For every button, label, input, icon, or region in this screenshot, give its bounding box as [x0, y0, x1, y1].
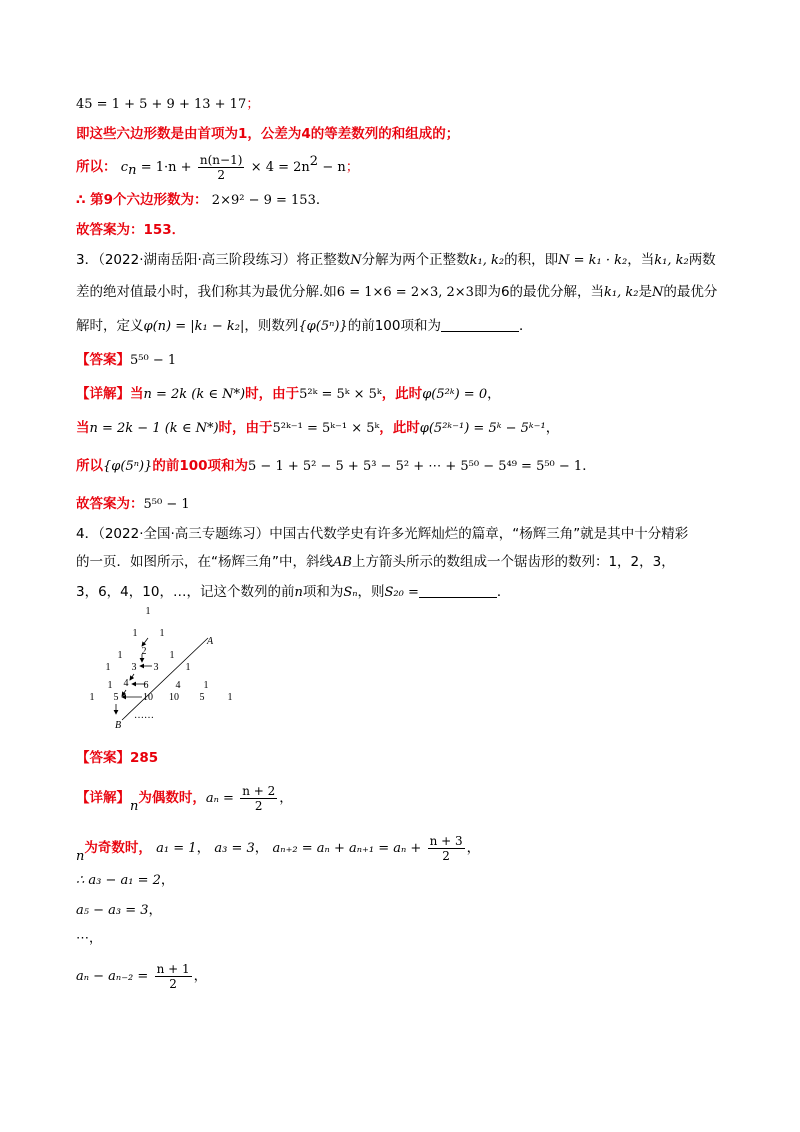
tri-r1-0: 1	[145, 606, 151, 617]
text: 当	[76, 420, 90, 436]
tri-line-AB	[122, 638, 208, 720]
punctuation: ，	[545, 420, 560, 436]
text: 时，由于	[218, 420, 273, 436]
math: 5²ᵏ = 5ᵏ × 5ᵏ	[299, 387, 382, 402]
formula-prefix: 所以：	[76, 159, 117, 175]
math: ∴ a₃ − a₁ = 2	[76, 873, 161, 888]
answer-math: 5⁵⁰ − 1	[130, 353, 177, 368]
text: 的前100项和为	[152, 458, 249, 474]
math-eq: N = k₁ · k₂	[558, 253, 628, 268]
math-phi-def: φ(n) = |k₁ − k₂|	[143, 319, 245, 334]
text: ，当	[627, 252, 655, 268]
math: aₙ =	[205, 791, 234, 806]
punctuation: ，	[466, 840, 481, 856]
detail-label: 【详解】	[76, 386, 130, 402]
tri-label-B: B	[114, 720, 122, 731]
text: 两数	[688, 252, 716, 268]
q4-detail-4	[76, 900, 162, 921]
math-k: k₁, k₂	[604, 285, 639, 300]
final-label: 故答案为：	[76, 496, 144, 512]
math-sup: 2	[309, 154, 319, 169]
answer-label: 【答案】	[76, 750, 130, 766]
answer-blank[interactable]	[441, 319, 519, 332]
tri-r6-1: 5	[113, 692, 119, 703]
punctuation: ，	[196, 840, 211, 856]
text: ，则数列	[244, 318, 299, 334]
tri-label-A: A	[206, 636, 214, 647]
fraction-denominator: 2	[254, 799, 263, 813]
math-n: n	[294, 585, 303, 600]
punctuation: ，	[279, 790, 293, 806]
math: a₅ − a₃ = 3	[76, 903, 149, 918]
math: n = 2k − 1 (k ∈ N*)	[89, 421, 219, 436]
math-rhs: × 4 = 2n	[250, 160, 310, 175]
fraction	[428, 834, 465, 863]
q3-detail-3	[76, 456, 596, 477]
punctuation: ；	[246, 96, 260, 112]
fraction-numerator: n + 3	[429, 834, 463, 848]
tri-r3-1: 2	[141, 646, 147, 657]
tri-r5-0: 1	[107, 680, 113, 691]
tri-arrow	[130, 674, 134, 680]
tri-r4-3: 1	[185, 662, 191, 673]
math-S: Sₙ	[343, 585, 358, 600]
math-n: n	[76, 849, 85, 864]
text: 差的绝对值最小时，我们称其为最优分解.如	[76, 284, 337, 300]
text: 解时，定义	[76, 318, 144, 334]
text: 时，由于	[245, 386, 300, 402]
text: ，此时	[379, 420, 420, 436]
q3-line3	[76, 316, 532, 337]
math: ⋯，	[76, 931, 103, 946]
text: 当	[130, 386, 144, 402]
tri-arrow	[142, 638, 148, 646]
text: ，则	[357, 584, 385, 600]
math-k: k₁, k₂	[469, 253, 505, 268]
sec1-final-answer: 故答案为：153．	[76, 222, 186, 238]
math: aₙ₊₂ = aₙ + aₙ₊₁ = aₙ +	[272, 841, 422, 856]
punctuation: ．	[582, 458, 596, 474]
punctuation: ，	[160, 872, 175, 888]
tri-r6-4: 5	[199, 692, 205, 703]
text: 上方箭头所示的数组成一个锯齿形的数列：1，2，3，	[351, 554, 675, 570]
text: 的积，即	[504, 252, 559, 268]
text: 即为6的最优分解，当	[473, 284, 605, 300]
fraction-numerator: n(n−1)	[199, 153, 243, 167]
math-c: c	[120, 160, 129, 175]
text: ，此时	[381, 386, 423, 402]
q4-detail-1	[76, 784, 293, 817]
yanghui-triangle-figure	[82, 602, 242, 732]
q3-detail-1	[76, 384, 501, 405]
text: 分解为两个正整数	[361, 252, 470, 268]
punctuation: ，	[148, 902, 163, 918]
math-end: − n	[322, 160, 346, 175]
text: 项和为	[302, 584, 344, 600]
tri-r2-0: 1	[132, 628, 138, 639]
tri-r6-0: 1	[89, 692, 95, 703]
tri-r2-1: 1	[159, 628, 165, 639]
final-math: 5⁵⁰ − 1	[143, 497, 190, 512]
q3-line1	[76, 250, 716, 271]
question-number: 3．	[76, 252, 99, 268]
q4-detail-5	[76, 928, 102, 949]
hexagon-explanation: 即这些六边形数是由首项为1，公差为4的等差数列的和组成的；	[76, 126, 460, 142]
text: 为奇数时，	[84, 840, 152, 856]
math-k: k₁, k₂	[654, 253, 689, 268]
q4-answer	[76, 748, 158, 768]
fraction-denominator: 2	[217, 168, 225, 182]
punctuation: ．	[315, 192, 330, 208]
q4-detail-2	[76, 834, 480, 867]
fraction-numerator: n + 1	[156, 962, 190, 976]
math: n = 2k (k ∈ N*)	[143, 387, 246, 402]
tri-r5-2: 6	[143, 680, 149, 691]
punctuation: ．	[496, 584, 511, 600]
math-mid: = 1·n +	[140, 160, 192, 175]
answer-label: 【答案】	[76, 352, 130, 368]
text: 3，6，4，10，…，记这个数列的前	[76, 584, 295, 600]
math-N: N	[350, 253, 362, 268]
tri-r6-5: 1	[227, 692, 233, 703]
math-n: n	[130, 799, 139, 814]
q3-final	[76, 494, 190, 515]
text: 的一页．如图所示，在“杨辉三角”中，斜线	[76, 554, 333, 570]
tri-r3-2: 1	[169, 650, 175, 661]
text: 为偶数时，	[138, 790, 206, 806]
text: （2022·全国·高三专题练习）中国古代数学史有许多光辉灿烂的篇章，“杨辉三角”就是其中十分精彩	[98, 526, 689, 542]
ninth-prefix: ∴ 第9个六边形数为：	[76, 192, 208, 208]
q3-detail-2	[76, 418, 559, 439]
punctuation: ，	[487, 386, 501, 402]
math-eq: 6 = 1×6 = 2×3, 2×3	[336, 285, 474, 300]
tri-r4-0: 1	[105, 662, 111, 673]
text: 的前100项和为	[347, 318, 441, 334]
fraction	[155, 962, 192, 991]
math: {φ(5ⁿ)}	[103, 459, 153, 474]
tri-dots: ……	[134, 710, 154, 721]
math: aₙ − aₙ₋₂ =	[76, 969, 149, 984]
question-number: 4．	[76, 526, 99, 542]
q4-detail-3	[76, 870, 174, 891]
math: φ(5²ᵏ⁻¹) = 5ᵏ − 5ᵏ⁻¹	[419, 421, 546, 436]
math: a₃ = 3	[214, 841, 255, 856]
q3-line2	[76, 282, 717, 303]
punctuation: ；	[345, 159, 360, 175]
math-N: N	[652, 285, 664, 300]
math: 5 − 1 + 5² − 5 + 5³ − 5² + ⋯ + 5⁵⁰ − 5⁴⁹ = 5⁵⁰ − 1	[248, 459, 583, 474]
math: φ(5²ᵏ) = 0	[422, 387, 488, 402]
text: 的最优分	[663, 284, 718, 300]
tri-r5-4: 1	[203, 680, 209, 691]
text: （2022·湖南岳阳·高三阶段练习）将正整数	[98, 252, 351, 268]
tri-r5-3: 4	[175, 680, 181, 691]
answer-value: 285	[130, 750, 159, 766]
tri-r4-1: 3	[131, 662, 137, 673]
fraction	[240, 784, 277, 813]
fraction-denominator: 2	[169, 977, 177, 991]
fraction-denominator: 2	[442, 849, 450, 863]
fraction-numerator: n + 2	[242, 784, 276, 798]
text: 是	[638, 284, 652, 300]
math-S20: S₂₀ =	[384, 585, 419, 600]
q4-line1	[76, 524, 688, 544]
math-sub: n	[128, 163, 137, 178]
punctuation: ．	[518, 318, 533, 334]
ninth-math: 2×9² − 9 = 153	[211, 193, 316, 208]
q4-line2	[76, 552, 675, 573]
tri-arrow	[122, 690, 126, 696]
fraction	[198, 153, 245, 182]
math-expression: 45 = 1 + 5 + 9 + 13 + 17	[76, 97, 247, 112]
q3-answer	[76, 350, 176, 371]
tri-r6-3: 10	[169, 692, 179, 703]
math: 5²ᵏ⁻¹ = 5ᵏ⁻¹ × 5ᵏ	[272, 421, 380, 436]
answer-blank[interactable]	[419, 585, 497, 598]
q4-line3	[76, 582, 510, 603]
hexagon-formula-line	[76, 152, 359, 182]
tri-r5-1: 4	[123, 678, 129, 689]
hexagon-ninth-line	[76, 190, 329, 211]
hexagon-sum-line	[76, 94, 260, 115]
punctuation: ，	[254, 840, 269, 856]
math-seq: {φ(5ⁿ)}	[298, 319, 348, 334]
text: 所以	[76, 458, 103, 474]
math: a₁ = 1	[156, 841, 197, 856]
punctuation: ，	[193, 968, 208, 984]
q4-detail-6	[76, 962, 207, 991]
tri-r4-2: 3	[153, 662, 159, 673]
math-AB: AB	[333, 555, 352, 570]
tri-r6-2: 10	[143, 692, 153, 703]
tri-r3-0: 1	[117, 650, 123, 661]
detail-label: 【详解】	[76, 790, 130, 806]
